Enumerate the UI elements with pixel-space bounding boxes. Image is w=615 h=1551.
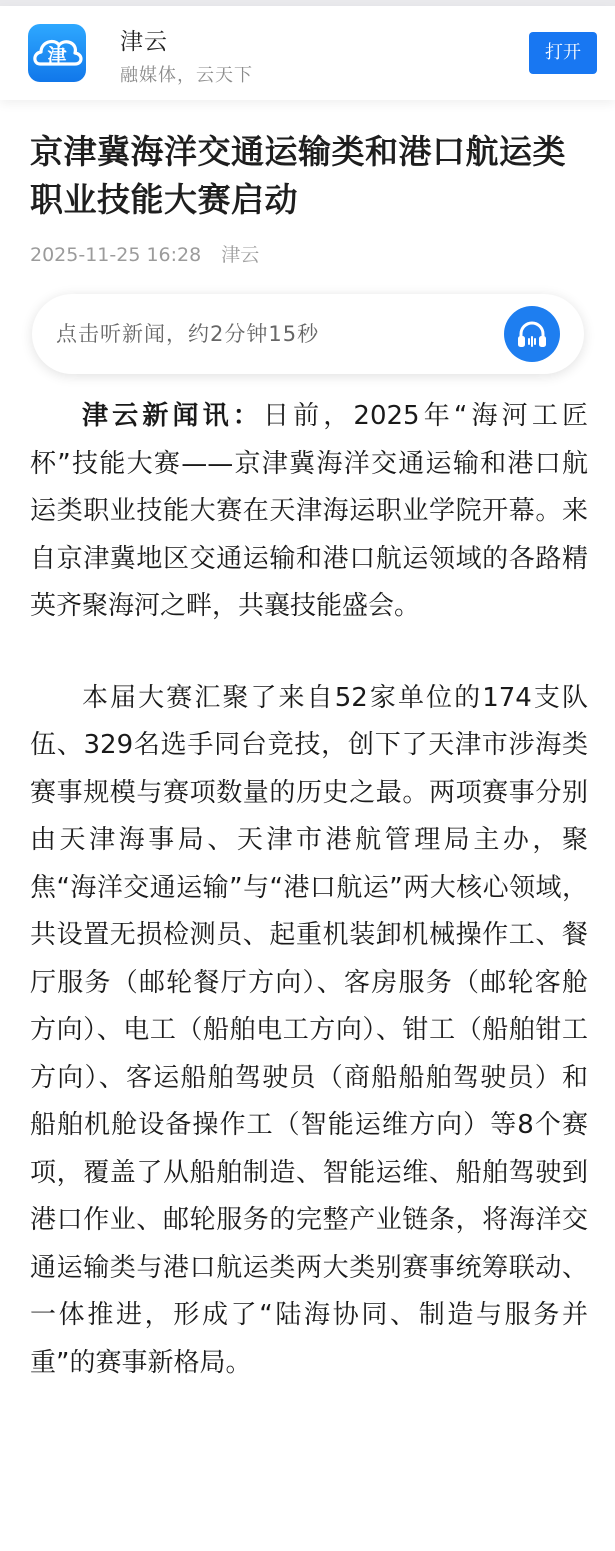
article-date: 2025-11-25 16:28 [30,244,202,266]
app-name: 津云 [120,29,168,55]
listen-news-label: 点击听新闻，约2分钟15秒 [56,322,320,346]
app-slogan: 融媒体，云天下 [120,65,253,86]
app-logo[interactable] [28,24,86,82]
article-source: 津云 [221,244,260,266]
body-paragraph-2: 本届大赛汇聚了来自52家单位的174支队伍、329名选手同台竞技，创下了天津市涉海类赛事规模与赛项数量的历史之最。两项赛事分别由天津海事局、天津市港航管理局主办，聚焦“海洋交通运输”与“港口航运”两大核心领域，共设置无损检测员、起重机装卸机械操作工、餐厅服务（邮轮餐厅方向）、客房服务（邮轮客舱方向）、电工（船舶电工方向）、钳工（船舶钳工方向）、客运船舶驾驶员（商船船舶驾驶员）和船舶机舱设备操作工（智能运维方向）等8个赛项，覆盖了从船舶制造、智能运维、船舶驾驶到港口作业、邮轮服务的完整产业链条，将海洋交通运输类与港口航运类两大类别赛事统筹联动、一体推进，形成了“陆海协同、制造与服务并重”的赛事新格局。 [30,682,588,1378]
paragraph-1-text: 日前，2025年“海河工匠杯”技能大赛——京津冀海洋交通运输和港口航运类职业技能大赛在天津海运职业学院开幕。来自京津冀地区交通运输和港口航运领域的各路精英齐聚海河之畔，共襄技能盛会。 [30,401,588,621]
audio-play-button[interactable] [504,306,560,362]
body-paragraph-1 [30,393,588,631]
open-app-button[interactable]: 打开 [529,32,597,74]
article-body [30,393,588,1431]
article-header [30,128,590,268]
logo-character: 津 [47,45,67,67]
news-lead: 津云新闻讯： [82,401,263,431]
app-download-banner [0,6,615,100]
listen-news-bar[interactable] [32,294,584,374]
article-meta [30,240,590,268]
article-title: 京津冀海洋交通运输类和港口航运类职业技能大赛启动 [30,132,566,219]
headphones-icon [504,306,560,362]
